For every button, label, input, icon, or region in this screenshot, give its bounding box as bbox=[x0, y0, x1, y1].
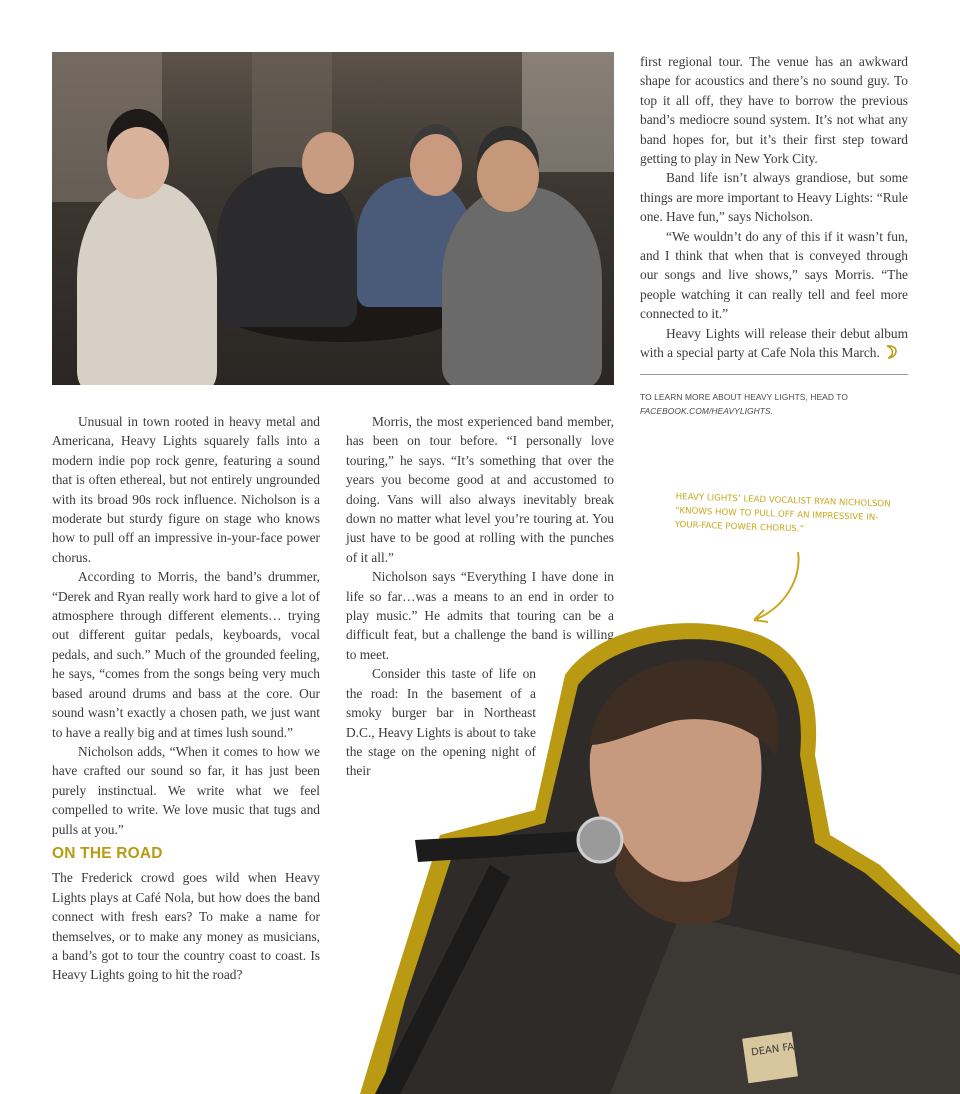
dean-face-sign-text: DEAN FACE bbox=[750, 1039, 808, 1059]
article-column-3 bbox=[640, 52, 908, 363]
photo-head-2 bbox=[302, 132, 354, 194]
photo-head-4 bbox=[477, 140, 539, 212]
photo-head-1 bbox=[107, 127, 169, 199]
photo-caption: HEAVY LIGHTS’ LEAD VOCALIST RYAN NICHOLSON “KNOWS HOW TO PULL OFF AN IMPRESSIVE IN-YOUR-FACE POWER CHORUS.” bbox=[674, 491, 891, 535]
col1-paragraph-2: According to Morris, the band’s drummer, “Derek and Ryan really work hard to give a lot of atmosphere through different elements… trying out different guitar pedals, keyboards, vocal pedals, and such.” Much of the grounded feeling, he says, “comes from the songs being very much based around drums and bass at the core. Our sound wasn’t exactly a chosen path, we just want to have a really big and at times lush sound.” bbox=[52, 569, 320, 740]
col3-paragraph-4 bbox=[640, 324, 908, 363]
col3-paragraph-3: “We wouldn’t do any of this if it wasn’t fun, and I think that when that is conveyed through our songs and live shows,” says Morris. “The people watching it can really tell and feel more connected to it.” bbox=[640, 228, 908, 322]
facebook-link[interactable]: FACEBOOK.COM/HEAVYLIGHTS. bbox=[640, 406, 774, 416]
photo-head-3 bbox=[410, 134, 462, 196]
col2-paragraph-2-text: Nicholson says “Everything I have done in life so far…was a means to an end in order to play music.” He admits that touring can be a difficult feat, but a challenge the band is willing to meet. bbox=[346, 569, 614, 662]
col1-paragraph-4: The Frederick crowd goes wild when Heavy Lights plays at Café Nola, but how does the band connect with fresh ears? To make a name for themselves, or to make any money as musicians, a band’s got to tour the country coast to coast. Is Heavy Lights going to hit the road? bbox=[52, 870, 320, 983]
vocalist-cutout-photo bbox=[360, 615, 960, 1094]
crescent-moon-icon bbox=[883, 345, 897, 359]
col2-paragraph-1: Morris, the most experienced band member, has been on tour before. “I personally love touring,” he says. “It’s something that over the years you become good at and accustomed to doing. Vans will also always inevitably break down no matter what level you’re touring at. You just have to be good at rolling with the punches of it all.” bbox=[346, 414, 614, 565]
col3-paragraph-2: Band life isn’t always grandiose, but some things are more important to Heavy Lights: “Rule one. Have fun,” says Nicholson. bbox=[640, 170, 908, 225]
learn-more-text: TO LEARN MORE ABOUT HEAVY LIGHTS, HEAD TO bbox=[640, 392, 848, 402]
col3-paragraph-4-text: Heavy Lights will release their debut album with a special party at Cafe Nola this March. bbox=[640, 325, 908, 361]
col3-paragraph-1: first regional tour. The venue has an awkward shape for acoustics and there’s no sound guy. To top it all off, they have to borrow the previous band’s mediocre sound system. It’s not what any band hopes for, but it’s their first step toward getting to play in New York City. bbox=[640, 54, 908, 167]
col2-paragraph-3: Consider this taste of life on the road: In the basement of a smoky burger bar in Northeast D.C., Heavy Lights is about to take the stage on the opening night of their bbox=[346, 666, 536, 779]
learn-more-note bbox=[640, 390, 908, 418]
photo-person-1 bbox=[77, 182, 217, 385]
col1-paragraph-3: Nicholson adds, “When it comes to how we have crafted our sound so far, it has just been purely instinctual. We write what we feel compelled to write. We love music that tugs and pulls at you.” bbox=[52, 743, 320, 837]
dean-face-sign bbox=[742, 1032, 798, 1084]
photo-person-4 bbox=[442, 187, 602, 385]
divider-rule bbox=[640, 374, 908, 375]
article-column-1 bbox=[52, 412, 320, 985]
photo-window-right bbox=[522, 52, 614, 172]
col1-paragraph-1: Unusual in town rooted in heavy metal and Americana, Heavy Lights squarely falls into a modern indie pop rock genre, featuring a sound that is often ethereal, but not entirely ungrounded with its broad 90s rock influence. Nicholson is a moderate but sturdy figure on stage who knows how to pull off an impressive in-your-face power chorus. bbox=[52, 414, 320, 565]
band-photo bbox=[52, 52, 614, 385]
section-heading-on-the-road: ON THE ROAD bbox=[52, 844, 163, 862]
